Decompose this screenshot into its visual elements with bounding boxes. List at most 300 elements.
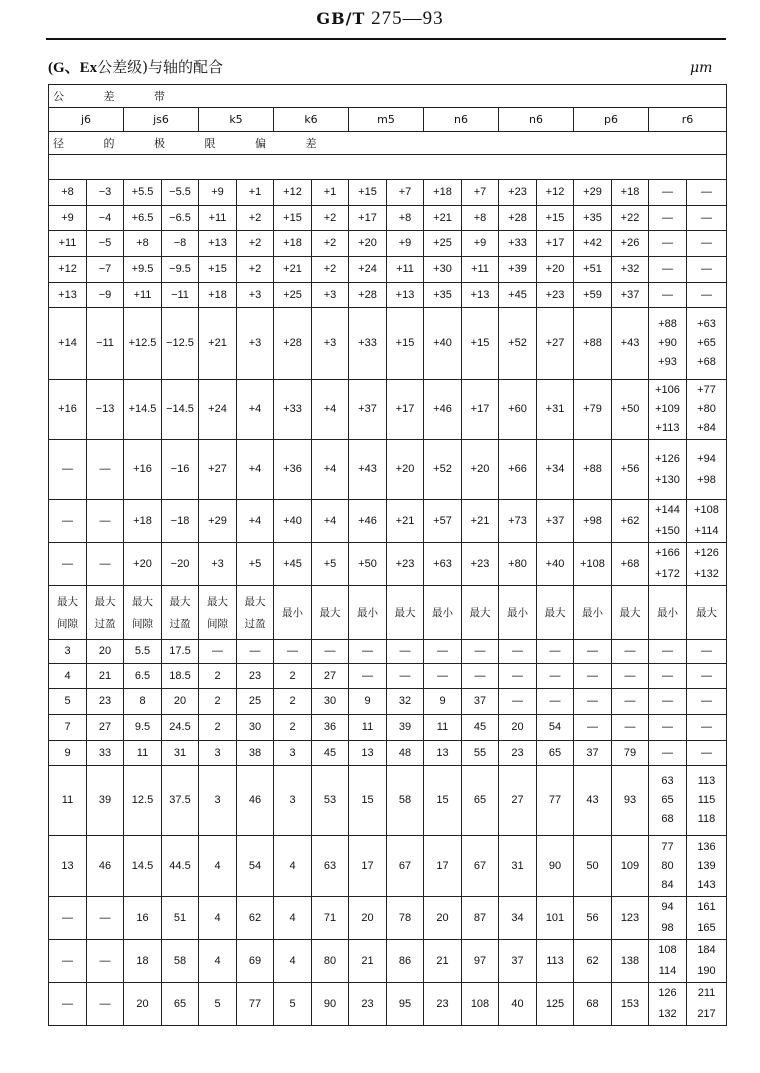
fit-cell: 161 165 <box>687 897 727 940</box>
deviation-cell: +63 +65 +68 <box>687 308 727 380</box>
fit-cell: 32 <box>387 689 424 715</box>
deviation-cell: +5 <box>237 543 274 586</box>
deviation-cell: +12 <box>49 257 87 283</box>
deviation-cell: +13 <box>387 283 424 308</box>
fit-cell: 56 <box>574 897 612 940</box>
deviation-cell: +73 <box>499 500 537 543</box>
fit-cell: — <box>574 640 612 664</box>
fit-cell: 77 80 84 <box>649 836 687 897</box>
deviation-cell: — <box>687 257 727 283</box>
fit-header-cell: 最大 <box>537 586 574 640</box>
deviation-cell: +11 <box>462 257 499 283</box>
deviation-cell: +13 <box>199 231 237 257</box>
fit-cell: 2 <box>199 689 237 715</box>
fit-cell: 54 <box>237 836 274 897</box>
fit-cell: 153 <box>612 983 649 1026</box>
deviation-cell: +8 <box>462 206 499 231</box>
fit-cell: 4 <box>274 897 312 940</box>
deviation-cell: +4 <box>312 440 349 500</box>
fit-cell: 62 <box>237 897 274 940</box>
deviation-cell: −11 <box>162 283 199 308</box>
deviation-cell: +29 <box>199 500 237 543</box>
spacer-cell <box>49 155 727 180</box>
deviation-cell: +16 <box>49 380 87 440</box>
fit-cell: 37 <box>499 940 537 983</box>
fit-row <box>49 664 727 689</box>
fit-cell: — <box>649 715 687 741</box>
fit-cell: 86 <box>387 940 424 983</box>
fit-cell: — <box>574 664 612 689</box>
deviation-cell: +7 <box>462 180 499 206</box>
fit-header-cell: 最小 <box>424 586 462 640</box>
deviation-cell: +9.5 <box>124 257 162 283</box>
fit-header-cell: 最大 过盈 <box>237 586 274 640</box>
deviation-cell: +7 <box>387 180 424 206</box>
fit-cell: 20 <box>424 897 462 940</box>
fit-cell: — <box>312 640 349 664</box>
deviation-cell: +43 <box>612 308 649 380</box>
deviation-cell: +37 <box>612 283 649 308</box>
fit-table <box>48 84 727 1026</box>
fit-cell: 2 <box>199 715 237 741</box>
deviation-cell: +17 <box>387 380 424 440</box>
fit-cell: 3 <box>199 741 237 766</box>
standard-prefix: GB/T <box>316 9 366 28</box>
deviation-row <box>49 206 727 231</box>
deviation-cell: +37 <box>349 380 387 440</box>
deviation-cell: +14 <box>49 308 87 380</box>
band-cell: j6 <box>49 108 124 132</box>
band-label-row <box>49 85 727 108</box>
fit-cell: 37 <box>462 689 499 715</box>
deviation-cell: +11 <box>124 283 162 308</box>
fit-header-cell: 最小 <box>499 586 537 640</box>
deviation-row <box>49 500 727 543</box>
fit-cell: 27 <box>87 715 124 741</box>
deviation-cell: +13 <box>462 283 499 308</box>
deviation-row <box>49 308 727 380</box>
deviation-cell: +40 <box>537 543 574 586</box>
fit-row <box>49 897 727 940</box>
band-cell: m5 <box>349 108 424 132</box>
fit-cell: — <box>687 640 727 664</box>
fit-cell: — <box>537 689 574 715</box>
deviation-cell: +40 <box>274 500 312 543</box>
deviation-cell: +36 <box>274 440 312 500</box>
fit-cell: 53 <box>312 766 349 836</box>
fit-header-cell: 最大 间隙 <box>199 586 237 640</box>
deviation-cell: +144 +150 <box>649 500 687 543</box>
fit-cell: — <box>87 940 124 983</box>
fit-cell: 23 <box>499 741 537 766</box>
deviation-cell: +8 <box>124 231 162 257</box>
deviation-cell: +42 <box>574 231 612 257</box>
deviation-cell: +3 <box>237 308 274 380</box>
deviation-cell: +17 <box>462 380 499 440</box>
deviation-cell: +52 <box>424 440 462 500</box>
deviation-cell: +33 <box>499 231 537 257</box>
fit-cell: 79 <box>612 741 649 766</box>
deviation-cell: +37 <box>537 500 574 543</box>
fit-cell: 2 <box>274 715 312 741</box>
fit-cell: 20 <box>124 983 162 1026</box>
fit-cell: — <box>499 640 537 664</box>
fit-cell: — <box>649 741 687 766</box>
deviation-cell: +21 <box>274 257 312 283</box>
fit-cell: 24.5 <box>162 715 199 741</box>
fit-header-cell: 最大 <box>687 586 727 640</box>
deviation-cell: +28 <box>274 308 312 380</box>
fit-cell: 36 <box>312 715 349 741</box>
deviation-cell: +1 <box>312 180 349 206</box>
deviation-cell: +43 <box>349 440 387 500</box>
deviation-row <box>49 257 727 283</box>
fit-cell: 13 <box>424 741 462 766</box>
fit-cell: — <box>499 664 537 689</box>
deviation-cell: +30 <box>424 257 462 283</box>
deviation-cell: +63 <box>424 543 462 586</box>
deviation-cell: +21 <box>199 308 237 380</box>
deviation-cell: — <box>49 543 87 586</box>
deviation-cell: +126 +132 <box>687 543 727 586</box>
deviation-cell: — <box>49 440 87 500</box>
fit-cell: 2 <box>274 689 312 715</box>
deviation-cell: +8 <box>49 180 87 206</box>
deviation-cell: — <box>87 440 124 500</box>
fit-cell: 48 <box>387 741 424 766</box>
fit-row <box>49 940 727 983</box>
deviation-cell: +18 <box>612 180 649 206</box>
deviation-cell: +20 <box>537 257 574 283</box>
fit-cell: 3 <box>49 640 87 664</box>
fit-cell: 21 <box>349 940 387 983</box>
fit-cell: 58 <box>162 940 199 983</box>
deviation-cell: +12 <box>537 180 574 206</box>
fit-cell: 125 <box>537 983 574 1026</box>
fit-row <box>49 983 727 1026</box>
fit-cell: — <box>612 715 649 741</box>
fit-cell: — <box>612 640 649 664</box>
fit-cell: 126 132 <box>649 983 687 1026</box>
deviation-cell: +18 <box>274 231 312 257</box>
deviation-cell: −9 <box>87 283 124 308</box>
deviation-cell: −5 <box>87 231 124 257</box>
caption-text: 公差级)与轴的配合 <box>97 58 224 76</box>
deviation-cell: +166 +172 <box>649 543 687 586</box>
fit-cell: 43 <box>574 766 612 836</box>
fit-cell: — <box>424 640 462 664</box>
band-cell: k6 <box>274 108 349 132</box>
deviation-label: 径 的 极 限 偏 差 <box>49 132 727 155</box>
deviation-cell: +4 <box>237 440 274 500</box>
deviation-cell: +9 <box>387 231 424 257</box>
fit-cell: 108 114 <box>649 940 687 983</box>
fit-cell: 5 <box>49 689 87 715</box>
fit-cell: 87 <box>462 897 499 940</box>
band-cell: n6 <box>424 108 499 132</box>
deviation-cell: +60 <box>499 380 537 440</box>
fit-cell: 68 <box>574 983 612 1026</box>
fit-cell: — <box>687 741 727 766</box>
fit-cell: — <box>462 664 499 689</box>
deviation-cell: +108 +114 <box>687 500 727 543</box>
spacer-row <box>49 155 727 180</box>
fit-cell: — <box>424 664 462 689</box>
fit-cell: 13 <box>49 836 87 897</box>
fit-cell: 138 <box>612 940 649 983</box>
fit-cell: 65 <box>162 983 199 1026</box>
fit-cell: 17 <box>424 836 462 897</box>
fit-header-cell: 最小 <box>274 586 312 640</box>
band-label: 公 差 带 <box>49 85 727 108</box>
deviation-cell: +3 <box>199 543 237 586</box>
fit-cell: — <box>87 983 124 1026</box>
fit-cell: 95 <box>387 983 424 1026</box>
fit-row <box>49 741 727 766</box>
band-cell: js6 <box>124 108 199 132</box>
deviation-cell: +2 <box>312 231 349 257</box>
fit-header-cell: 最小 <box>349 586 387 640</box>
fit-cell: 21 <box>87 664 124 689</box>
fit-cell: 31 <box>162 741 199 766</box>
deviation-cell: +5 <box>312 543 349 586</box>
fit-cell: 5.5 <box>124 640 162 664</box>
deviation-cell: +59 <box>574 283 612 308</box>
deviation-cell: +4 <box>312 500 349 543</box>
deviation-cell: +21 <box>462 500 499 543</box>
fit-cell: 9 <box>49 741 87 766</box>
fit-cell: 108 <box>462 983 499 1026</box>
fit-header-cell: 最小 <box>649 586 687 640</box>
tolerance-band-row <box>49 108 727 132</box>
deviation-cell: — <box>87 543 124 586</box>
fit-cell: 63 <box>312 836 349 897</box>
fit-cell: 3 <box>199 766 237 836</box>
deviation-row <box>49 180 727 206</box>
deviation-cell: −9.5 <box>162 257 199 283</box>
deviation-cell: +4 <box>312 380 349 440</box>
fit-cell: — <box>349 640 387 664</box>
fit-cell: 5 <box>274 983 312 1026</box>
deviation-cell: +46 <box>349 500 387 543</box>
standard-code: 275—93 <box>371 8 444 29</box>
deviation-cell: +56 <box>612 440 649 500</box>
deviation-cell: +46 <box>424 380 462 440</box>
deviation-cell: +34 <box>537 440 574 500</box>
fit-cell: — <box>649 689 687 715</box>
deviation-cell: +4 <box>237 500 274 543</box>
deviation-cell: −16 <box>162 440 199 500</box>
deviation-cell: +27 <box>537 308 574 380</box>
deviation-cell: +9 <box>462 231 499 257</box>
band-cell: p6 <box>574 108 649 132</box>
fit-cell: 37 <box>574 741 612 766</box>
top-rule <box>46 38 726 40</box>
deviation-cell: +20 <box>124 543 162 586</box>
fit-cell: 46 <box>237 766 274 836</box>
deviation-cell: −11 <box>87 308 124 380</box>
fit-cell: 23 <box>87 689 124 715</box>
fit-cell: 14.5 <box>124 836 162 897</box>
deviation-cell: +68 <box>612 543 649 586</box>
fit-cell: 23 <box>424 983 462 1026</box>
deviation-cell: +23 <box>537 283 574 308</box>
fit-cell: 20 <box>349 897 387 940</box>
fit-cell: 45 <box>462 715 499 741</box>
fit-cell: 27 <box>499 766 537 836</box>
deviation-cell: +15 <box>274 206 312 231</box>
fit-cell: 25 <box>237 689 274 715</box>
fit-cell: 11 <box>424 715 462 741</box>
fit-cell: 65 <box>462 766 499 836</box>
fit-cell: 211 217 <box>687 983 727 1026</box>
fit-cell: — <box>649 640 687 664</box>
fit-header-cell: 最大 间隙 <box>124 586 162 640</box>
caption-code: (G、Ex <box>48 60 98 76</box>
deviation-cell: +5.5 <box>124 180 162 206</box>
deviation-cell: +80 <box>499 543 537 586</box>
deviation-cell: +16 <box>124 440 162 500</box>
deviation-cell: +23 <box>462 543 499 586</box>
fit-cell: 9.5 <box>124 715 162 741</box>
fit-cell: 80 <box>312 940 349 983</box>
deviation-cell: −6.5 <box>162 206 199 231</box>
fit-cell: — <box>49 897 87 940</box>
fit-cell: — <box>87 897 124 940</box>
deviation-cell: — <box>687 231 727 257</box>
fit-cell: 123 <box>612 897 649 940</box>
fit-cell: — <box>612 664 649 689</box>
fit-cell: — <box>649 664 687 689</box>
fit-cell: 50 <box>574 836 612 897</box>
fit-cell: — <box>199 640 237 664</box>
deviation-cell: +2 <box>237 231 274 257</box>
fit-cell: 9 <box>349 689 387 715</box>
fit-cell: 77 <box>537 766 574 836</box>
deviation-cell: +50 <box>349 543 387 586</box>
band-cell: k5 <box>199 108 274 132</box>
fit-cell: 44.5 <box>162 836 199 897</box>
band-cell: r6 <box>649 108 727 132</box>
fit-cell: 3 <box>274 766 312 836</box>
fit-cell: 33 <box>87 741 124 766</box>
fit-cell: 55 <box>462 741 499 766</box>
fit-cell: 62 <box>574 940 612 983</box>
deviation-cell: −18 <box>162 500 199 543</box>
unit-label: μm <box>690 60 713 76</box>
fit-header-cell: 最大 <box>387 586 424 640</box>
fit-cell: 16 <box>124 897 162 940</box>
fit-cell: 4 <box>199 897 237 940</box>
fit-cell: 15 <box>349 766 387 836</box>
fit-cell: 30 <box>237 715 274 741</box>
deviation-cell: +51 <box>574 257 612 283</box>
deviation-cell: +31 <box>537 380 574 440</box>
deviation-cell: — <box>649 206 687 231</box>
fit-cell: 77 <box>237 983 274 1026</box>
deviation-cell: — <box>649 283 687 308</box>
fit-cell: 15 <box>424 766 462 836</box>
fit-cell: 21 <box>424 940 462 983</box>
fit-header-cell: 最大 <box>462 586 499 640</box>
fit-cell: 90 <box>312 983 349 1026</box>
fit-cell: 4 <box>274 836 312 897</box>
deviation-cell: +22 <box>612 206 649 231</box>
deviation-cell: +18 <box>424 180 462 206</box>
deviation-cell: +106 +109 +113 <box>649 380 687 440</box>
fit-cell: 4 <box>199 940 237 983</box>
fit-cell: 90 <box>537 836 574 897</box>
deviation-cell: +18 <box>199 283 237 308</box>
fit-cell: 18.5 <box>162 664 199 689</box>
fit-cell: — <box>499 689 537 715</box>
fit-cell: — <box>237 640 274 664</box>
fit-cell: 40 <box>499 983 537 1026</box>
fit-cell: 4 <box>199 836 237 897</box>
fit-cell: 20 <box>87 640 124 664</box>
deviation-cell: +2 <box>237 206 274 231</box>
deviation-cell: +6.5 <box>124 206 162 231</box>
fit-cell: 11 <box>124 741 162 766</box>
deviation-cell: +15 <box>199 257 237 283</box>
fit-cell: — <box>387 664 424 689</box>
deviation-cell: +15 <box>349 180 387 206</box>
deviation-cell: +11 <box>387 257 424 283</box>
fit-cell: 67 <box>462 836 499 897</box>
fit-header-cell: 最大 <box>312 586 349 640</box>
fit-cell: — <box>537 640 574 664</box>
deviation-cell: +24 <box>199 380 237 440</box>
deviation-cell: +35 <box>424 283 462 308</box>
fit-cell: — <box>612 689 649 715</box>
fit-cell: — <box>574 689 612 715</box>
deviation-cell: +28 <box>349 283 387 308</box>
fit-cell: 94 98 <box>649 897 687 940</box>
deviation-cell: +20 <box>349 231 387 257</box>
fit-header-cell: 最小 <box>574 586 612 640</box>
deviation-cell: — <box>87 500 124 543</box>
deviation-cell: +15 <box>387 308 424 380</box>
deviation-cell: +28 <box>499 206 537 231</box>
table-body <box>49 85 727 1026</box>
deviation-cell: +3 <box>312 308 349 380</box>
deviation-cell: −8 <box>162 231 199 257</box>
deviation-cell: −13 <box>87 380 124 440</box>
fit-cell: 13 <box>349 741 387 766</box>
fit-cell: 78 <box>387 897 424 940</box>
fit-cell: 113 <box>537 940 574 983</box>
deviation-cell: +18 <box>124 500 162 543</box>
fit-cell: 69 <box>237 940 274 983</box>
fit-cell: — <box>274 640 312 664</box>
deviation-cell: +2 <box>237 257 274 283</box>
fit-cell: 34 <box>499 897 537 940</box>
deviation-cell: +20 <box>387 440 424 500</box>
deviation-cell: +3 <box>312 283 349 308</box>
fit-row <box>49 836 727 897</box>
deviation-cell: +17 <box>349 206 387 231</box>
fit-cell: 101 <box>537 897 574 940</box>
deviation-cell: +14.5 <box>124 380 162 440</box>
deviation-cell: +25 <box>274 283 312 308</box>
deviation-cell: +25 <box>424 231 462 257</box>
fit-cell: — <box>387 640 424 664</box>
fit-cell: 5 <box>199 983 237 1026</box>
fit-cell: — <box>49 940 87 983</box>
deviation-cell: +15 <box>537 206 574 231</box>
fit-cell: 45 <box>312 741 349 766</box>
deviation-cell: — <box>687 283 727 308</box>
